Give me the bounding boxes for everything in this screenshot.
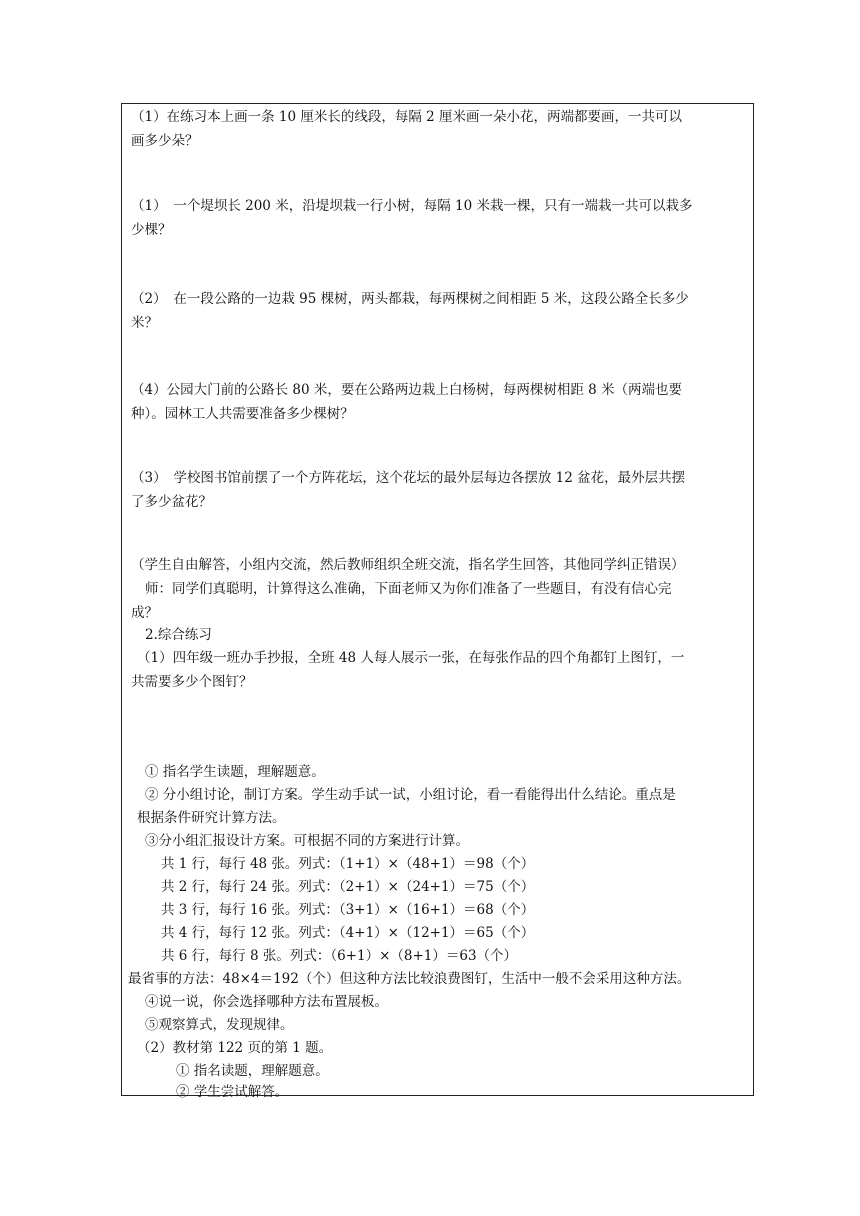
exercise-1-line2: 画多少朵？ [131, 133, 199, 149]
calc-row: 共 6 行，每行 8 张。列式：（6+1）×（8+1）＝63（个） [161, 948, 518, 964]
practice-1-line2: 共需要多少个图钉？ [131, 674, 253, 690]
teacher-remark-line2: 成？ [131, 605, 158, 621]
exercise-4-line2: 种）。园林工人共需要准备多少棵树？ [131, 406, 354, 422]
practice-2-step-1: ① 指名读题，理解题意。 [176, 1063, 329, 1079]
teacher-note: （学生自由解答，小组内交流，然后教师组织全班交流，指名学生回答，其他同学纠正错误） [131, 557, 685, 573]
practice-2-step-2: ② 学生尝试解答。 [176, 1084, 289, 1100]
step-2-line2: 根据条件研究计算方法。 [137, 810, 286, 826]
practice-1-line1: （1）四年级一班办手抄报，全班 48 人每人展示一张，在每张作品的四个角都钉上图钉，一 [137, 650, 685, 666]
exercise-4-line1: （4）公园大门前的公路长 80 米，要在公路两边栽上白杨树，每两棵树相距 8 米（两端也要 [131, 382, 683, 398]
teacher-remark-line1: 师：同学们真聪明，计算得这么准确，下面老师又为你们准备了一些题目，有没有信心完 [145, 581, 672, 597]
calc-row: 共 4 行，每行 12 张。列式：（4+1）×（12+1）＝65（个） [161, 925, 535, 941]
step-1: ① 指名学生读题，理解题意。 [145, 764, 325, 780]
step-4: ④说一说，你会选择哪种方法布置展板。 [145, 994, 388, 1010]
exercise-2-line1: （1） 一个堤坝长 200 米，沿堤坝栽一行小树，每隔 10 米栽一棵，只有一端栽一共可以栽多 [131, 198, 693, 214]
step-5: ⑤观察算式，发现规律。 [145, 1017, 294, 1033]
exercise-3-line1: （2） 在一段公路的一边栽 95 棵树，两头都栽，每两棵树之间相距 5 米，这段公路全长多少 [131, 291, 689, 307]
exercise-5-line1: （3） 学校图书馆前摆了一个方阵花坛，这个花坛的最外层每边各摆放 12 盆花，最外层共摆 [131, 470, 686, 486]
exercise-1-line1: （1）在练习本上画一条 10 厘米长的线段，每隔 2 厘米画一朵小花，两端都要画，一共可以 [131, 109, 683, 125]
calc-row: 共 3 行，每行 16 张。列式：（3+1）×（16+1）＝68（个） [161, 902, 535, 918]
step-2-line1: ② 分小组讨论，制订方案。学生动手试一试，小组讨论，看一看能得出什么结论。重点是 [145, 787, 676, 803]
exercise-5-line2: 了多少盆花？ [131, 494, 212, 510]
step-3: ③分小组汇报设计方案。可根据不同的方案进行计算。 [145, 833, 469, 849]
exercise-3-line2: 米？ [131, 315, 158, 331]
calc-row: 共 1 行，每行 48 张。列式：（1+1）×（48+1）＝98（个） [161, 856, 535, 872]
section-heading: 2.综合练习 [145, 627, 212, 643]
exercise-2-line2: 少棵？ [131, 222, 172, 238]
practice-2: （2）教材第 122 页的第 1 题。 [137, 1040, 333, 1056]
simplest-method: 最省事的方法：48×4＝192（个）但这种方法比较浪费图钉，生活中一般不会采用这种方法。 [128, 971, 691, 987]
calc-row: 共 2 行，每行 24 张。列式：（2+1）×（24+1）＝75（个） [161, 879, 535, 895]
